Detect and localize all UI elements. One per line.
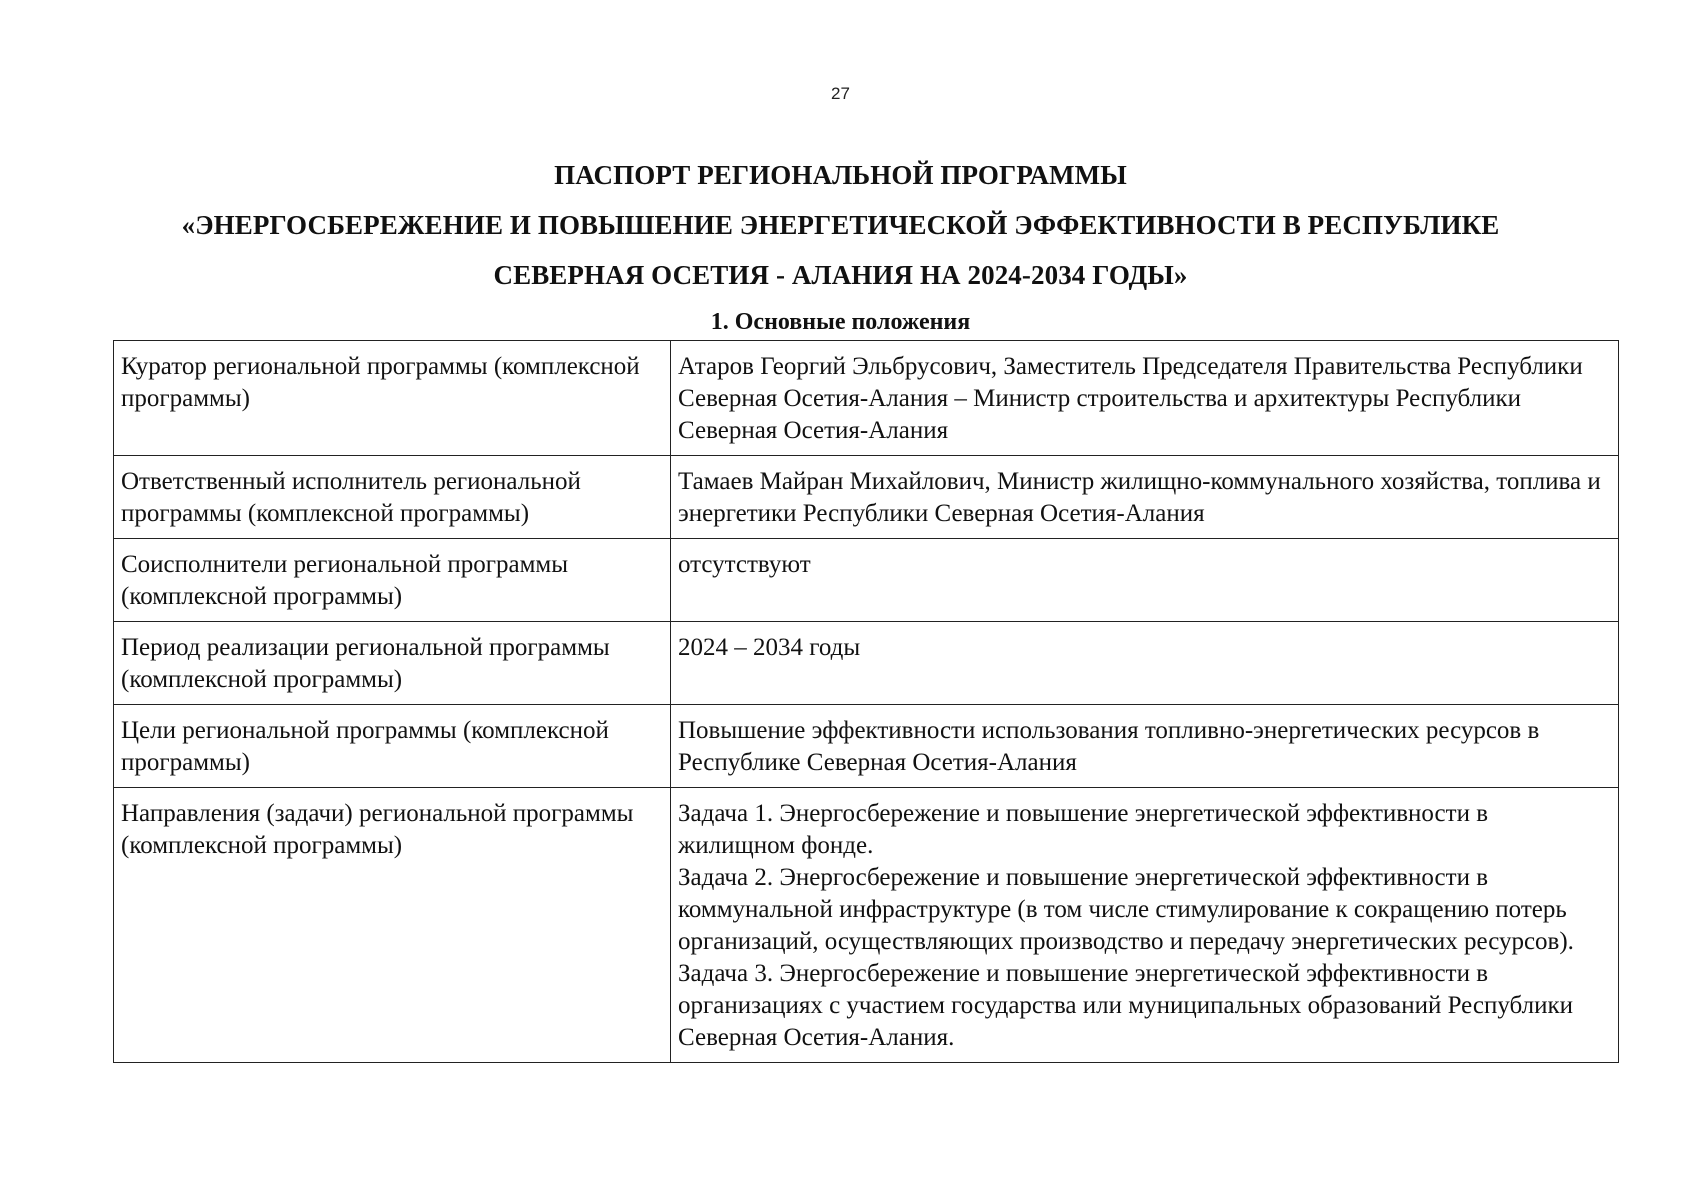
row-value-text: Тамаев Майран Михайлович, Министр жилищно-коммунального хозяйства, топлива и энергетики Республики Северная Осетия-Алания — [678, 468, 1601, 527]
row-label: Период реализации региональной программы (комплексной программы) — [114, 622, 671, 705]
row-label: Направления (задачи) региональной программы (комплексной программы) — [114, 788, 671, 1063]
row-value-text: отсутствуют — [678, 551, 811, 578]
row-value — [671, 622, 1619, 705]
row-label: Соисполнители региональной программы (комплексной программы) — [114, 539, 671, 622]
task-3-text: Задача 3. Энергосбережение и повышение энергетической эффективности в организациях с участием государства или муниципальных образований Республики Северная Осетия-Алания. — [678, 960, 1574, 1051]
title-line-2: «ЭНЕРГОСБЕРЕЖЕНИЕ И ПОВЫШЕНИЕ ЭНЕРГЕТИЧЕСКОЙ ЭФФЕКТИВНОСТИ В РЕСПУБЛИКЕ — [181, 210, 1500, 240]
row-value-text: 2024 – 2034 годы — [678, 634, 861, 661]
table-row-goals — [114, 705, 1619, 788]
row-label: Цели региональной программы (комплексной программы) — [114, 705, 671, 788]
row-label: Ответственный исполнитель региональной программы (комплексной программы) — [114, 456, 671, 539]
row-value-text: Атаров Георгий Эльбрусович, Заместитель Председателя Правительства Республики Северная Осетия-Алания – Министр строительства и архитектуры Республики Северная Осетия-Алания — [678, 353, 1583, 444]
title-line-1: ПАСПОРТ РЕГИОНАЛЬНОЙ ПРОГРАММЫ — [554, 160, 1127, 190]
row-value — [671, 341, 1619, 456]
row-value — [671, 539, 1619, 622]
section-heading: 1. Основные положения — [710, 309, 971, 335]
task-2-text: Задача 2. Энергосбережение и повышение энергетической эффективности в коммунальной инфраструктуре (в том числе стимулирование к сокращению потерь организаций, осуществляющих производство и передачу энергетических ресурсов). — [678, 864, 1574, 955]
document-title — [0, 150, 1681, 300]
table-row-period — [114, 622, 1619, 705]
row-value-text: Повышение эффективности использования топливно-энергетических ресурсов в Республике Северная Осетия-Алания — [678, 717, 1540, 776]
table-row-tasks — [114, 788, 1619, 1063]
passport-table — [113, 340, 1619, 1063]
table-row-coexecutors — [114, 539, 1619, 622]
row-value — [671, 788, 1619, 1063]
row-value — [671, 705, 1619, 788]
table-row-curator — [114, 341, 1619, 456]
title-line-3: СЕВЕРНАЯ ОСЕТИЯ - АЛАНИЯ НА 2024-2034 ГОДЫ» — [493, 260, 1188, 290]
table-row-responsible — [114, 456, 1619, 539]
row-value — [671, 456, 1619, 539]
task-1-text: Задача 1. Энергосбережение и повышение энергетической эффективности в жилищном фонде. — [678, 800, 1489, 859]
page-number: 27 — [831, 84, 850, 103]
row-label: Куратор региональной программы (комплексной программы) — [114, 341, 671, 456]
